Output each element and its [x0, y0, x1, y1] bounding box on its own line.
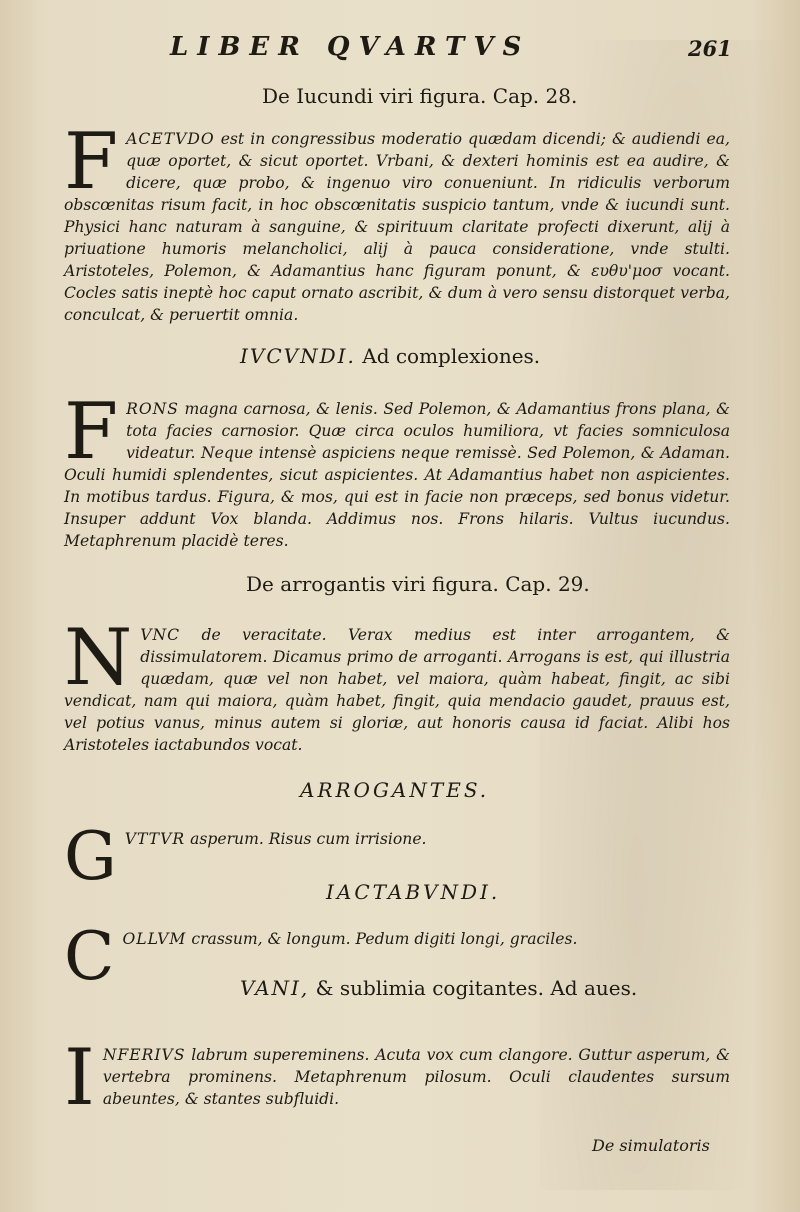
- lead-word: ACETVDO: [126, 130, 215, 148]
- lead-word: RONS: [126, 400, 179, 418]
- lead-word: OLLVM: [122, 930, 187, 948]
- paragraph-nunc: [64, 613, 731, 756]
- heading-label: VANI,: [240, 976, 310, 1000]
- paragraph-text: est in congressibus moderatio quædam dicendi; & audiendi ea, quæ oportet, & sicut oportet. Vrbani, & dexteri hominis est ea audire, & dicere, quæ probo, & ingenuo viro conueniunt. In ridiculis verborum obscœnitas risum facit, in hoc obscœnitatis suspicio tantum, vnde & iucundi sunt. Physici hanc naturam à sanguine, & spirituum claritate profecti dixerunt, alij à priuatione humoris melancholici, alij à pauca consideratione, vnde stulti. Aristoteles, Polemon, & Adamantius hanc figuram ponunt, & ευθυ'μοσ vocant. Cocles satis ineptè hoc caput ornato ascribit, & dum à vero sensu distorquet verba, conculcat, & peruertit omnia.: [64, 130, 730, 324]
- vani-heading: [240, 976, 637, 1000]
- paragraph-frons: [64, 387, 730, 552]
- iucundi-heading: [240, 344, 540, 368]
- chapter-29-title: De arrogantis viri figura. Cap. 29.: [246, 572, 590, 596]
- paragraph-text: magna carnosa, & lenis. Sed Polemon, & Adamantius frons plana, & tota facies carnosior. Quæ circa oculos humiliora, vt facies somniculosa videatur. Neque intensè aspiciens neque remissè. Sed Polemon, & Adaman. Oculi humidi splendentes, sicut aspicientes. At Adamantius habet non aspicientes. In motibus tardus. Figura, & mos, qui est in facie non præceps, sed bonus videtur. Insuper addunt Vox blanda. Addimus nos. Frons hilaris. Vultus iucundus. Metaphrenum placidè teres.: [64, 400, 730, 550]
- paragraph-inferius: [64, 1033, 730, 1123]
- heading-label: IVCVNDI.: [240, 344, 356, 368]
- heading-rest: & sublimia cogitantes. Ad aues.: [315, 976, 638, 1000]
- drop-cap: F: [64, 387, 119, 477]
- page-number: 261: [688, 36, 732, 61]
- arrogantes-heading: ARROGANTES.: [300, 778, 490, 802]
- paragraph-text: de veracitate. Verax medius est inter arrogantem, & dissimulatorem. Dicamus primo de arroganti. Arrogans is est, qui illustria quædam, quæ vel non habet, vel maiora, quàm habeat, fingit, ac sibi vendicat, nam qui maiora, quàm habet, fingit, quia mendacio gaudet, prauus est, vel potius vanus, minus autem si gloriæ, aut honoris causa id faciat. Alibi hos Aristoteles iactabundos vocat.: [64, 626, 731, 754]
- drop-cap: N: [64, 613, 133, 703]
- paragraph-text: crassum, & longum. Pedum digiti longi, graciles.: [191, 930, 578, 948]
- drop-cap: C: [64, 918, 115, 995]
- drop-cap: G: [64, 818, 117, 895]
- paragraph-facetudo: [64, 117, 730, 326]
- heading-rest: Ad complexiones.: [362, 344, 541, 368]
- catchword: De simulatoris: [592, 1136, 710, 1155]
- drop-cap: F: [64, 117, 119, 207]
- running-head: LIBER QVARTVS: [170, 32, 531, 62]
- lead-word: NFERIVS: [102, 1046, 186, 1064]
- paragraph-text: labrum supereminens. Acuta vox cum clangore. Guttur asperum, & vertebra prominens. Metaphrenum pilosum. Oculi claudentes sursum abeuntes, & stantes subfluidi.: [102, 1046, 730, 1108]
- paragraph-text: asperum. Risus cum irrisione.: [190, 830, 427, 848]
- chapter-28-title: De Iucundi viri figura. Cap. 28.: [262, 84, 578, 108]
- iactabundi-heading: IACTABVNDI.: [326, 880, 501, 904]
- drop-cap: I: [64, 1033, 95, 1123]
- lead-word: VTTVR: [124, 830, 186, 848]
- lead-word: VNC: [140, 626, 181, 644]
